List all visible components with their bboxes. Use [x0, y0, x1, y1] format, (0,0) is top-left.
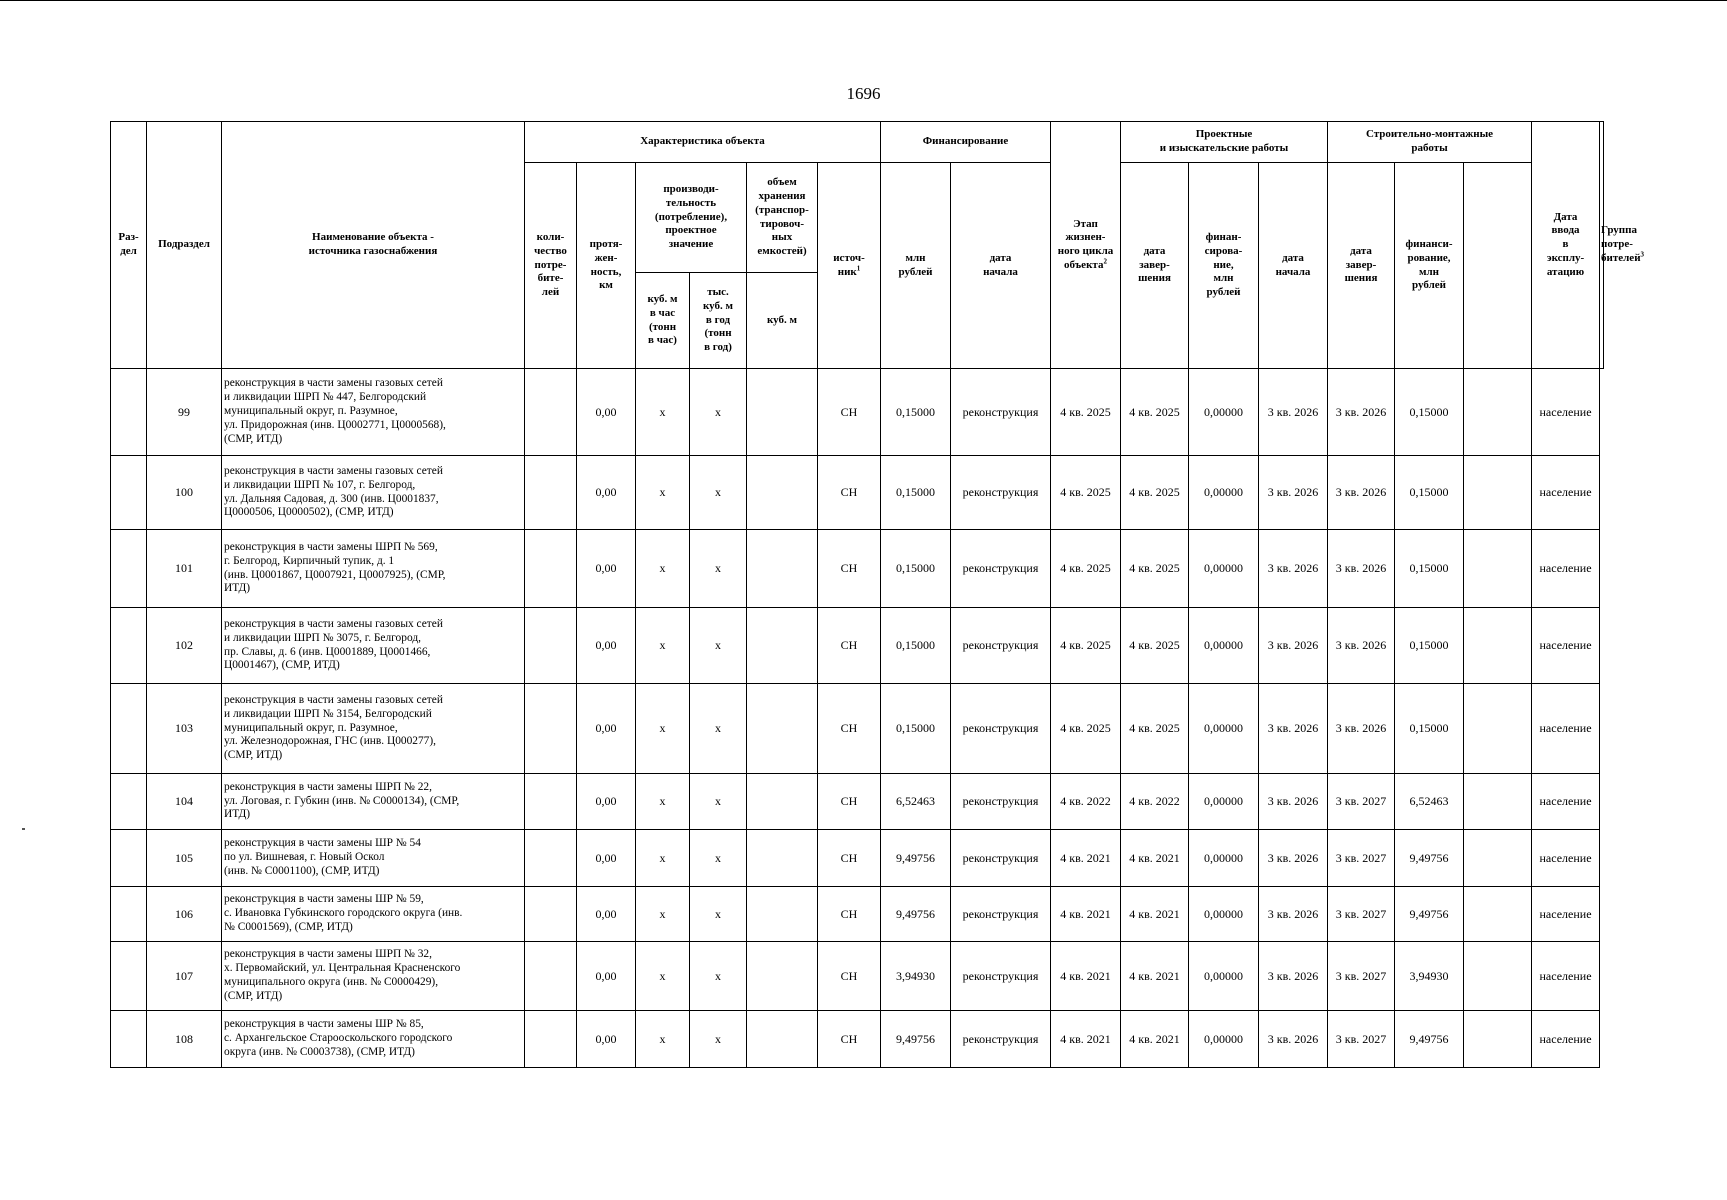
cell-design-start: 4 кв. 2025 [1051, 530, 1121, 608]
cell-constr-end: 3 кв. 2026 [1328, 684, 1395, 774]
col-storage-unit: куб. м [747, 273, 818, 369]
cell-mln: 0,15000 [881, 684, 951, 774]
cell-constr-end: 3 кв. 2026 [1328, 369, 1395, 456]
col-length: протя- жен- ность, км [577, 163, 636, 369]
gas-objects-table [110, 121, 1645, 1068]
cell-constr-fin: 6,52463 [1395, 774, 1464, 830]
cell-constr-end: 3 кв. 2026 [1328, 530, 1395, 608]
cell-razdel [111, 1011, 147, 1068]
cell-razdel [111, 684, 147, 774]
page-number: 1696 [846, 84, 881, 103]
cell-podrazdel: 101 [147, 530, 222, 608]
col-design-works: Проектные и изыскательские работы [1121, 122, 1328, 163]
table-row [111, 774, 1604, 830]
cell-cap-year: х [690, 1011, 747, 1068]
cell-name: реконструкция в части замены ШРП № 569, г. Белгород, Кирпичный тупик, д. 1 (инв. Ц0001867, Ц0007921, Ц0007925), (СМР, ИТД) [222, 530, 525, 608]
cell-design-fin: 0,00000 [1189, 1011, 1259, 1068]
cell-cap-year: х [690, 942, 747, 1011]
cell-mln: 0,15000 [881, 369, 951, 456]
table-row [111, 530, 1604, 608]
cell-design-start: 4 кв. 2025 [1051, 369, 1121, 456]
cell-stage: реконструкция [951, 942, 1051, 1011]
cell-storage [747, 830, 818, 887]
cell-source: СН [818, 369, 881, 456]
cell-design-end: 4 кв. 2025 [1121, 369, 1189, 456]
table-row [111, 942, 1604, 1011]
cell-podrazdel: 103 [147, 684, 222, 774]
cell-consumers [525, 530, 577, 608]
cell-podrazdel: 106 [147, 887, 222, 942]
cell-consumers [525, 1011, 577, 1068]
cell-length: 0,00 [577, 830, 636, 887]
cell-commissioning [1464, 1011, 1532, 1068]
cell-design-start: 4 кв. 2021 [1051, 942, 1121, 1011]
cell-storage [747, 608, 818, 684]
cell-cap-hour: х [636, 830, 690, 887]
cell-constr-fin: 0,15000 [1395, 684, 1464, 774]
cell-constr-end: 3 кв. 2026 [1328, 608, 1395, 684]
cell-podrazdel: 99 [147, 369, 222, 456]
cell-design-fin: 0,00000 [1189, 369, 1259, 456]
cell-design-fin: 0,00000 [1189, 456, 1259, 530]
cell-name: реконструкция в части замены ШР № 54 по ул. Вишневая, г. Новый Оскол (инв. № С0001100), (СМР, ИТД) [222, 830, 525, 887]
cell-commissioning [1464, 942, 1532, 1011]
cell-constr-end: 3 кв. 2027 [1328, 774, 1395, 830]
col-design-date-start: дата начала [951, 163, 1051, 369]
cell-group: население [1532, 942, 1600, 1011]
cell-design-fin: 0,00000 [1189, 830, 1259, 887]
cell-stage: реконструкция [951, 830, 1051, 887]
cell-razdel [111, 456, 147, 530]
cell-podrazdel: 102 [147, 608, 222, 684]
col-consumer-group [1600, 122, 1645, 369]
cell-constr-fin: 9,49756 [1395, 887, 1464, 942]
cell-razdel [111, 942, 147, 1011]
col-commissioning: Дата ввода в эксплу- атацию [1532, 122, 1600, 369]
cell-stage: реконструкция [951, 1011, 1051, 1068]
cell-constr-start: 3 кв. 2026 [1259, 1011, 1328, 1068]
table-row [111, 369, 1604, 456]
cell-commissioning [1464, 684, 1532, 774]
cell-design-end: 4 кв. 2025 [1121, 530, 1189, 608]
cell-storage [747, 456, 818, 530]
cell-constr-fin: 9,49756 [1395, 1011, 1464, 1068]
cell-cap-hour: х [636, 887, 690, 942]
cell-podrazdel: 108 [147, 1011, 222, 1068]
col-construction-date-start: дата начала [1259, 163, 1328, 369]
cell-design-fin: 0,00000 [1189, 530, 1259, 608]
cell-storage [747, 369, 818, 456]
col-characteristics: Характеристика объекта [525, 122, 881, 163]
cell-source: СН [818, 684, 881, 774]
cell-stage: реконструкция [951, 774, 1051, 830]
cell-constr-fin: 3,94930 [1395, 942, 1464, 1011]
col-design-financing: финан- сирова- ние, млн рублей [1189, 163, 1259, 369]
cell-cap-year: х [690, 608, 747, 684]
cell-name: реконструкция в части замены газовых сетей и ликвидации ШРП № 447, Белгородский муниципальный округ, п. Разумное, ул. Придорожная (инв. Ц0002771, Ц0000568), (СМР, ИТД) [222, 369, 525, 456]
cell-stage: реконструкция [951, 684, 1051, 774]
cell-length: 0,00 [577, 942, 636, 1011]
cell-cap-hour: х [636, 1011, 690, 1068]
cell-razdel [111, 369, 147, 456]
col-mln-rub: млн рублей [881, 163, 951, 369]
cell-constr-end: 3 кв. 2027 [1328, 942, 1395, 1011]
cell-constr-end: 3 кв. 2027 [1328, 830, 1395, 887]
cell-design-start: 4 кв. 2022 [1051, 774, 1121, 830]
cell-constr-start: 3 кв. 2026 [1259, 369, 1328, 456]
cell-design-end: 4 кв. 2021 [1121, 942, 1189, 1011]
cell-source: СН [818, 774, 881, 830]
cell-length: 0,00 [577, 456, 636, 530]
cell-commissioning [1464, 369, 1532, 456]
cell-mln: 3,94930 [881, 942, 951, 1011]
cell-constr-start: 3 кв. 2026 [1259, 830, 1328, 887]
cell-commissioning [1464, 830, 1532, 887]
cell-name: реконструкция в части замены ШР № 85, с. Архангельское Старооскольского городского округа (инв. № С0003738), (СМР, ИТД) [222, 1011, 525, 1068]
cell-constr-fin: 0,15000 [1395, 530, 1464, 608]
cell-cap-hour: х [636, 530, 690, 608]
cell-razdel [111, 830, 147, 887]
page-top-border [0, 0, 1727, 1]
cell-cap-hour: х [636, 684, 690, 774]
cell-cap-year: х [690, 684, 747, 774]
cell-length: 0,00 [577, 887, 636, 942]
cell-consumers [525, 684, 577, 774]
scan-speck [22, 828, 25, 830]
cell-cap-year: х [690, 887, 747, 942]
cell-name: реконструкция в части замены ШРП № 32, х. Первомайский, ул. Центральная Красненского муниципального округа (инв. № С0000429), (СМР, ИТД) [222, 942, 525, 1011]
cell-cap-hour: х [636, 774, 690, 830]
cell-podrazdel: 107 [147, 942, 222, 1011]
cell-design-fin: 0,00000 [1189, 684, 1259, 774]
cell-mln: 9,49756 [881, 887, 951, 942]
cell-constr-fin: 0,15000 [1395, 369, 1464, 456]
cell-length: 0,00 [577, 608, 636, 684]
cell-stage: реконструкция [951, 608, 1051, 684]
col-capacity-hour: куб. м в час (тонн в час) [636, 273, 690, 369]
cell-razdel [111, 774, 147, 830]
cell-storage [747, 774, 818, 830]
col-consumers-count: коли- чество потре- бите- лей [525, 163, 577, 369]
cell-consumers [525, 774, 577, 830]
table-row [111, 608, 1604, 684]
cell-mln: 9,49756 [881, 1011, 951, 1068]
cell-group: население [1532, 887, 1600, 942]
cell-length: 0,00 [577, 774, 636, 830]
cell-group: население [1532, 530, 1600, 608]
cell-stage: реконструкция [951, 530, 1051, 608]
table-row [111, 684, 1604, 774]
cell-design-start: 4 кв. 2021 [1051, 1011, 1121, 1068]
cell-constr-end: 3 кв. 2026 [1328, 456, 1395, 530]
cell-commissioning [1464, 608, 1532, 684]
cell-mln: 6,52463 [881, 774, 951, 830]
cell-constr-start: 3 кв. 2026 [1259, 887, 1328, 942]
col-consumer-group-sup: 3 [1640, 250, 1645, 259]
cell-source: СН [818, 830, 881, 887]
cell-constr-fin: 9,49756 [1395, 830, 1464, 887]
cell-name: реконструкция в части замены ШРП № 22, ул. Логовая, г. Губкин (инв. № С0000134), (СМР, ИТД) [222, 774, 525, 830]
cell-length: 0,00 [577, 1011, 636, 1068]
cell-cap-hour: х [636, 942, 690, 1011]
cell-design-fin: 0,00000 [1189, 608, 1259, 684]
cell-design-end: 4 кв. 2025 [1121, 608, 1189, 684]
col-source [818, 163, 881, 369]
cell-constr-end: 3 кв. 2027 [1328, 887, 1395, 942]
cell-source: СН [818, 1011, 881, 1068]
cell-design-end: 4 кв. 2025 [1121, 456, 1189, 530]
cell-cap-hour: х [636, 369, 690, 456]
cell-podrazdel: 105 [147, 830, 222, 887]
cell-design-fin: 0,00000 [1189, 887, 1259, 942]
cell-name: реконструкция в части замены газовых сетей и ликвидации ШРП № 3154, Белгородский муниципальный округ, п. Разумное, ул. Железнодорожная, ГНС (инв. Ц000277), (СМР, ИТД) [222, 684, 525, 774]
cell-group: население [1532, 456, 1600, 530]
cell-source: СН [818, 530, 881, 608]
col-name: Наименование объекта - источника газоснабжения [222, 122, 525, 369]
cell-cap-year: х [690, 530, 747, 608]
cell-commissioning [1464, 530, 1532, 608]
cell-cap-year: х [690, 369, 747, 456]
cell-storage [747, 942, 818, 1011]
cell-constr-start: 3 кв. 2026 [1259, 684, 1328, 774]
cell-cap-hour: х [636, 608, 690, 684]
cell-design-end: 4 кв. 2021 [1121, 830, 1189, 887]
cell-design-start: 4 кв. 2021 [1051, 887, 1121, 942]
table-row [111, 887, 1604, 942]
cell-design-end: 4 кв. 2021 [1121, 1011, 1189, 1068]
cell-design-start: 4 кв. 2025 [1051, 684, 1121, 774]
cell-design-fin: 0,00000 [1189, 942, 1259, 1011]
cell-stage: реконструкция [951, 456, 1051, 530]
col-capacity: производи- тельность (потребление), проектное значение [636, 163, 747, 273]
cell-source: СН [818, 456, 881, 530]
cell-razdel [111, 887, 147, 942]
cell-commissioning [1464, 774, 1532, 830]
cell-constr-start: 3 кв. 2026 [1259, 774, 1328, 830]
col-stage-text: Этап жизнен- ного цикла объекта [1057, 217, 1114, 271]
table-row [111, 830, 1604, 887]
cell-design-start: 4 кв. 2025 [1051, 608, 1121, 684]
cell-group: население [1532, 684, 1600, 774]
cell-design-fin: 0,00000 [1189, 774, 1259, 830]
cell-group: население [1532, 369, 1600, 456]
cell-consumers [525, 942, 577, 1011]
col-consumer-group-text: Группа потре- бителей [1601, 224, 1641, 264]
cell-design-end: 4 кв. 2025 [1121, 684, 1189, 774]
cell-cap-year: х [690, 456, 747, 530]
cell-cap-hour: х [636, 456, 690, 530]
cell-constr-start: 3 кв. 2026 [1259, 530, 1328, 608]
cell-design-start: 4 кв. 2021 [1051, 830, 1121, 887]
cell-name: реконструкция в части замены газовых сетей и ликвидации ШРП № 107, г. Белгород, ул. Дальняя Садовая, д. 300 (инв. Ц0001837, Ц0000506, Ц0000502), (СМР, ИТД) [222, 456, 525, 530]
cell-commissioning [1464, 456, 1532, 530]
cell-consumers [525, 830, 577, 887]
cell-podrazdel: 100 [147, 456, 222, 530]
cell-commissioning [1464, 887, 1532, 942]
table-row [111, 1011, 1604, 1068]
cell-length: 0,00 [577, 530, 636, 608]
cell-design-start: 4 кв. 2025 [1051, 456, 1121, 530]
cell-group: население [1532, 830, 1600, 887]
col-design-date-end: дата завер- шения [1121, 163, 1189, 369]
cell-razdel [111, 530, 147, 608]
cell-length: 0,00 [577, 369, 636, 456]
cell-source: СН [818, 942, 881, 1011]
col-source-sup: 1 [856, 263, 861, 272]
cell-length: 0,00 [577, 684, 636, 774]
col-construction-works: Строительно-монтажные работы [1328, 122, 1532, 163]
col-financing: Финансирование [881, 122, 1051, 163]
cell-constr-start: 3 кв. 2026 [1259, 942, 1328, 1011]
cell-design-end: 4 кв. 2022 [1121, 774, 1189, 830]
col-razdel: Раз- дел [111, 122, 147, 369]
cell-razdel [111, 608, 147, 684]
col-stage [1051, 122, 1121, 369]
col-source-text: источ- ник [833, 251, 865, 278]
cell-storage [747, 684, 818, 774]
cell-podrazdel: 104 [147, 774, 222, 830]
cell-source: СН [818, 608, 881, 684]
cell-constr-fin: 0,15000 [1395, 456, 1464, 530]
cell-storage [747, 887, 818, 942]
cell-mln: 0,15000 [881, 608, 951, 684]
cell-mln: 0,15000 [881, 530, 951, 608]
cell-name: реконструкция в части замены ШР № 59, с. Ивановка Губкинского городского округа (инв. № С0001569), (СМР, ИТД) [222, 887, 525, 942]
cell-stage: реконструкция [951, 887, 1051, 942]
cell-constr-start: 3 кв. 2026 [1259, 456, 1328, 530]
col-construction-date-end: дата завер- шения [1328, 163, 1395, 369]
col-construction-financing: финанси- рование, млн рублей [1395, 163, 1464, 369]
col-podrazdel: Подраздел [147, 122, 222, 369]
cell-constr-start: 3 кв. 2026 [1259, 608, 1328, 684]
col-capacity-year: тыс. куб. м в год (тонн в год) [690, 273, 747, 369]
table-row [111, 456, 1604, 530]
cell-constr-fin: 0,15000 [1395, 608, 1464, 684]
cell-source: СН [818, 887, 881, 942]
cell-mln: 0,15000 [881, 456, 951, 530]
cell-cap-year: х [690, 830, 747, 887]
cell-consumers [525, 456, 577, 530]
cell-group: население [1532, 608, 1600, 684]
cell-consumers [525, 369, 577, 456]
cell-design-end: 4 кв. 2021 [1121, 887, 1189, 942]
cell-storage [747, 1011, 818, 1068]
col-stage-sup: 2 [1103, 257, 1107, 266]
cell-cap-year: х [690, 774, 747, 830]
cell-consumers [525, 887, 577, 942]
cell-constr-end: 3 кв. 2027 [1328, 1011, 1395, 1068]
cell-group: население [1532, 774, 1600, 830]
col-storage: объем хранения (транспор- тировоч- ных емкостей) [747, 163, 818, 273]
cell-consumers [525, 608, 577, 684]
cell-group: население [1532, 1011, 1600, 1068]
cell-name: реконструкция в части замены газовых сетей и ликвидации ШРП № 3075, г. Белгород, пр. Славы, д. 6 (инв. Ц0001889, Ц0001466, Ц0001467), (СМР, ИТД) [222, 608, 525, 684]
cell-stage: реконструкция [951, 369, 1051, 456]
cell-storage [747, 530, 818, 608]
cell-mln: 9,49756 [881, 830, 951, 887]
